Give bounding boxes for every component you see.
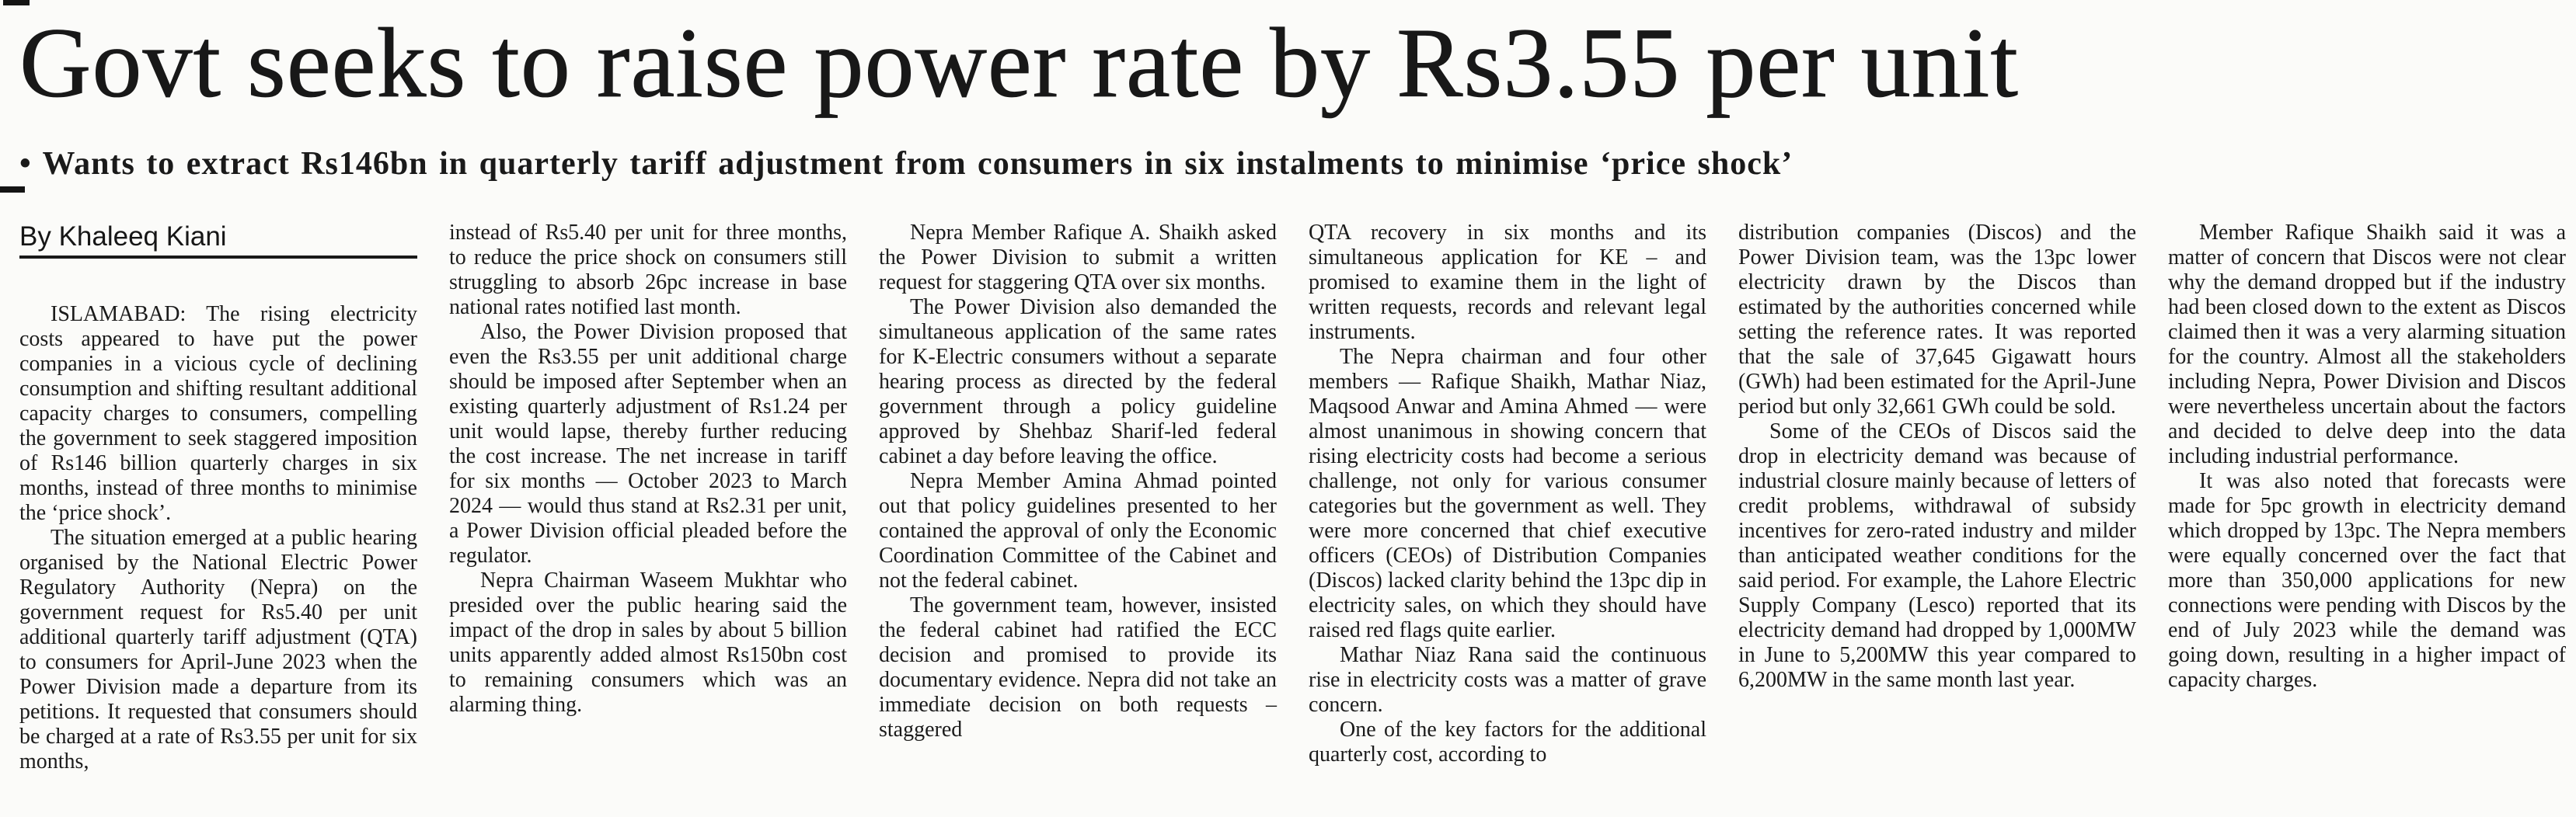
headline: Govt seeks to raise power rate by Rs3.55 per unit <box>19 8 2019 118</box>
body-paragraph: The Power Division also demanded the simultaneous application of the same rates for K-Electric consumers without a separate hearing process as directed by the federal government through a policy guideline approved by Shehbaz Sharif-led federal cabinet a day before leaving the office. <box>879 295 1277 468</box>
subhead: • Wants to extract Rs146bn in quarterly tariff adjustment from consumers in six instalments to minimise ‘price shock’ <box>19 146 1793 182</box>
article-column <box>1309 221 1706 774</box>
body-paragraph: Also, the Power Division proposed that even the Rs3.55 per unit additional charge should be imposed after September when an existing quarterly adjustment of Rs1.24 per unit would lapse, thereby further reducing the cost increase. The net increase in tariff for six months — October 2023 to March 2024 — would thus stand at Rs2.31 per unit, a Power Division official pleaded before the regulator. <box>449 320 847 568</box>
body-paragraph: Some of the CEOs of Discos said the drop in electricity demand was because of industrial closure mainly because of letters of credit problems, withdrawal of subsidy incentives for zero-rated industry and milder than anticipated weather conditions for the said period. For example, the Lahore Electric Supply Company (Lesco) reported that its electricity demand had dropped by 1,000MW in June to 5,200MW this year compared to 6,200MW in the same month last year. <box>1738 419 2136 692</box>
body-paragraph: instead of Rs5.40 per unit for three months, to reduce the price shock on consumers still struggling to absorb 26pc increase in base national rates notified last month. <box>449 221 847 319</box>
body-paragraph: distribution companies (Discos) and the Power Division team, was the 13pc lower electricity drawn by the Discos than estimated by the authorities concerned while setting the reference rates. It was reported that the sale of 37,645 Gigawatt hours (GWh) had been estimated for the April-June period but only 32,661 GWh could be sold. <box>1738 221 2136 419</box>
article-column <box>879 221 1277 774</box>
body-paragraph: The situation emerged at a public hearing organised by the National Electric Power Regulatory Authority (Nepra) on the government request for Rs5.40 per unit additional quarterly tariff adjustment (QTA) to consumers for April-June 2023 when the Power Division made a departure from its petitions. It requested that consumers should be charged at a rate of Rs3.55 per unit for six months, <box>19 526 417 774</box>
article-columns <box>19 221 2566 774</box>
body-paragraph: The government team, however, insisted the federal cabinet had ratified the ECC decision and promised to provide its documentary evidence. Nepra did not take an immediate decision on both requests – staggered <box>879 593 1277 742</box>
body-paragraph: QTA recovery in six months and its simultaneous application for KE – and promised to examine them in the light of written requests, records and relevant legal instruments. <box>1309 221 1706 344</box>
article-column <box>19 221 417 774</box>
body-paragraph: One of the key factors for the additional quarterly cost, according to <box>1309 718 1706 767</box>
body-paragraph: Nepra Member Rafique A. Shaikh asked the Power Division to submit a written request for staggering QTA over six months. <box>879 221 1277 294</box>
scan-artifact-mark <box>3 0 30 5</box>
article-column <box>2168 221 2566 774</box>
body-paragraph: Nepra Chairman Waseem Mukhtar who presided over the public hearing said the impact of the drop in sales by about 5 billion units apparently added almost Rs150bn cost to remaining consumers which was an alarming thing. <box>449 568 847 717</box>
body-paragraph: It was also noted that forecasts were made for 5pc growth in electricity demand which dropped by 13pc. The Nepra members were equally concerned over the fact that more than 350,000 applications for new connections were pending with Discos by the end of July 2023 while the demand was going down, resulting in a higher impact of capacity charges. <box>2168 469 2566 692</box>
scan-artifact-mark <box>0 186 25 193</box>
byline: By Khaleeq Kiani <box>19 221 227 252</box>
article-column <box>1738 221 2136 774</box>
body-paragraph: Mathar Niaz Rana said the continuous rise in electricity costs was a matter of grave concern. <box>1309 643 1706 717</box>
article-column <box>449 221 847 774</box>
body-paragraph: Nepra Member Amina Ahmad pointed out that policy guidelines presented to her contained the approval of only the Economic Coordination Committee of the Cabinet and not the federal cabinet. <box>879 469 1277 593</box>
byline-rule <box>19 256 417 259</box>
body-paragraph: Member Rafique Shaikh said it was a matter of concern that Discos were not clear why the demand dropped but if the industry had been closed down to the extent as Discos claimed then it was a very alarming situation for the country. Almost all the stakeholders including Nepra, Power Division and Discos were nevertheless uncertain about the factors and decided to delve deep into the data including industrial performance. <box>2168 221 2566 468</box>
body-paragraph: ISLAMABAD: The rising electricity costs appeared to have put the power companies in a vicious cycle of declining consumption and shifting resultant additional capacity charges to consumers, compelling the government to seek staggered imposition of Rs146 billion quarterly charges in six months, instead of three months to minimise the ‘price shock’. <box>19 302 417 525</box>
body-paragraph: The Nepra chairman and four other members — Rafique Shaikh, Mathar Niaz, Maqsood Anwar and Amina Ahmed — were almost unanimous in showing concern that rising electricity costs had become a serious challenge, not only for various consumer categories but the government as well. They were more concerned that chief executive officers (CEOs) of Distribution Companies (Discos) lacked clarity behind the 13pc dip in electricity sales, on which they should have raised red flags quite earlier. <box>1309 345 1706 642</box>
